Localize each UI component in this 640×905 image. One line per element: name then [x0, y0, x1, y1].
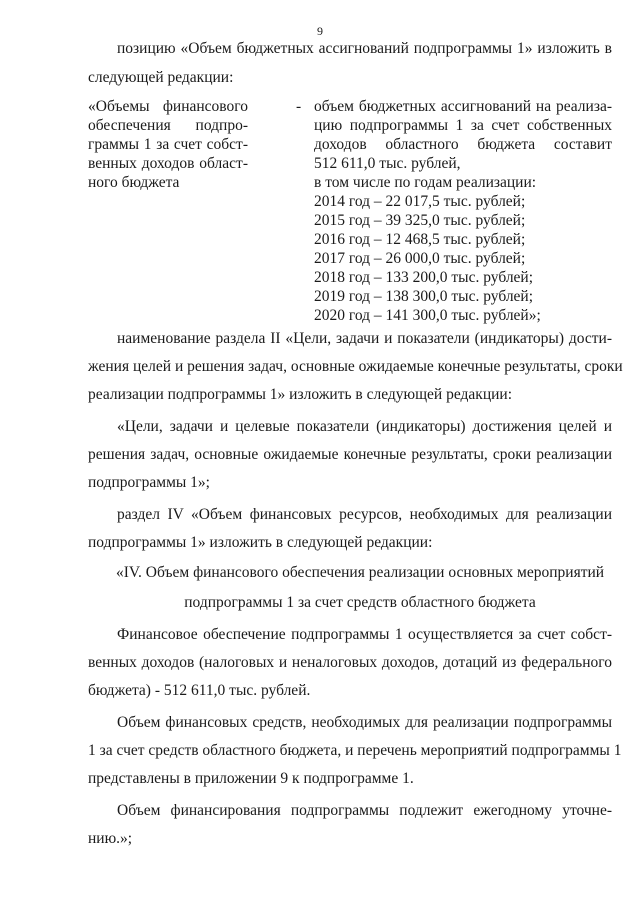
- section2-line-2: жения целей и решения задач, основные ожидаемые конечные результаты, сроки: [88, 358, 623, 375]
- volume-line-2: 1 за счет средств областного бюджета, и перечень мероприятий подпрограммы 1: [88, 742, 622, 759]
- year-line-2018: 2018 год – 133 200,0 тыс. рублей;: [314, 269, 534, 286]
- right-line-5: в том числе по годам реализации:: [314, 174, 537, 191]
- refinement-line-1: Объем финансирования подпрограммы подлежит ежегодному уточне-: [117, 802, 612, 819]
- section2-line-3: реализации подпрограммы 1» изложить в следующей редакции:: [88, 386, 513, 403]
- section4-line-1: раздел IV «Объем финансовых ресурсов, необходимых для реализации: [117, 506, 612, 523]
- right-line-3: доходов областного бюджета составит: [314, 136, 612, 153]
- left-line-3: граммы 1 за счет собст-: [88, 136, 248, 153]
- financing-line-2: венных доходов (налоговых и неналоговых доходов, дотаций из федерального: [88, 654, 612, 671]
- heading4-line-1: «IV. Объем финансового обеспечения реализации основных мероприятий: [115, 564, 605, 581]
- year-line-2016: 2016 год – 12 468,5 тыс. рублей;: [314, 231, 526, 248]
- passport-dash: -: [296, 98, 302, 115]
- heading4-line-2: подпрограммы 1 за счет средств областного бюджета: [184, 594, 536, 611]
- right-line-1: объем бюджетных ассигнований на реализа-: [314, 98, 612, 115]
- section2-line-1: наименование раздела II «Цели, задачи и показатели (индикаторы) дости-: [117, 330, 612, 347]
- right-line-2: цию подпрограммы 1 за счет собственных: [314, 117, 612, 134]
- financing-line-1: Финансовое обеспечение подпрограммы 1 осуществляется за счет собст-: [117, 626, 612, 643]
- quote2-line-2: решения задач, основные ожидаемые конечные результаты, сроки реализации: [88, 446, 612, 463]
- left-line-5: ного бюджета: [88, 174, 180, 191]
- section4-line-2: подпрограммы 1» изложить в следующей редакции:: [88, 534, 433, 551]
- financing-line-3: бюджета) - 512 611,0 тыс. рублей.: [88, 682, 311, 699]
- year-line-2014: 2014 год – 22 017,5 тыс. рублей;: [314, 193, 526, 210]
- left-line-1: «Объемы финансового: [88, 98, 248, 115]
- left-line-4: венных доходов област-: [88, 155, 248, 172]
- intro-line-2: следующей редакции:: [88, 69, 234, 86]
- year-line-2019: 2019 год – 138 300,0 тыс. рублей;: [314, 288, 534, 305]
- year-line-2015: 2015 год – 39 325,0 тыс. рублей;: [314, 212, 526, 229]
- quote2-line-3: подпрограммы 1»;: [88, 474, 210, 491]
- year-line-2020: 2020 год – 141 300,0 тыс. рублей»;: [314, 307, 541, 324]
- page-number: 9: [317, 24, 323, 38]
- volume-line-3: представлены в приложении 9 к подпрограмме 1.: [88, 770, 414, 787]
- year-line-2017: 2017 год – 26 000,0 тыс. рублей;: [314, 250, 526, 267]
- left-line-2: обеспечения подпро-: [88, 117, 248, 134]
- quote2-line-1: «Цели, задачи и целевые показатели (индикаторы) достижения целей и: [117, 418, 612, 435]
- right-line-4: 512 611,0 тыс. рублей,: [314, 155, 461, 172]
- refinement-line-2: нию.»;: [88, 830, 133, 847]
- volume-line-1: Объем финансовых средств, необходимых для реализации подпрограммы: [117, 714, 612, 731]
- intro-line-1: позицию «Объем бюджетных ассигнований подпрограммы 1» изложить в: [117, 40, 612, 57]
